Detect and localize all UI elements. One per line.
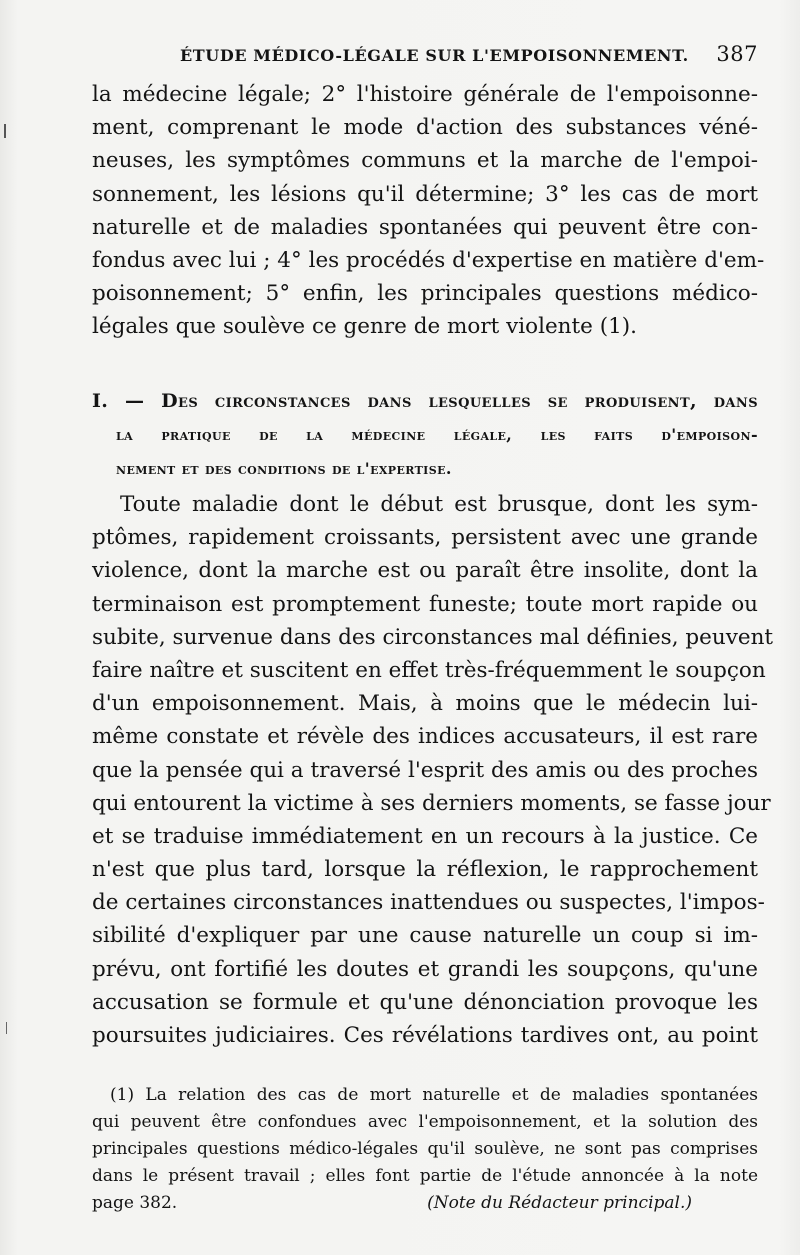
heading-line: nement et des conditions de l'expertise. [116, 459, 452, 478]
page-header [180, 42, 760, 74]
text-line: que la pensée qui a traversé l'esprit des amis ou des proches [92, 757, 758, 783]
footnote-line [92, 1190, 758, 1217]
page-number: 387 [716, 42, 758, 66]
text-line: neuses, les symptômes communs et la marche de l'empoi- [92, 148, 758, 174]
text-line: poisonnement; 5° enfin, les principales questions médico- [92, 281, 758, 307]
running-title: ÉTUDE MÉDICO-LÉGALE SUR L'EMPOISONNEMENT. [180, 46, 689, 65]
text-line: fondus avec lui ; 4° les procédés d'expertise en matière d'em- [92, 247, 765, 273]
intro-paragraph [92, 78, 765, 344]
text-line: subite, survenue dans des circonstances mal définies, peuvent [92, 624, 774, 650]
heading-line: la pratique de la médecine légale, les faits d'empoison- [116, 425, 758, 444]
text-line: qui entourent la victime à ses derniers moments, se fasse jour [92, 790, 771, 816]
text-line: d'un empoisonnement. Mais, à moins que le médecin lui- [92, 691, 758, 717]
text-line: ptômes, rapidement croissants, persistent avec une grande [92, 525, 758, 551]
heading-line: I. — Des circonstances dans lesquelles se produisent, dans [92, 390, 758, 412]
text-line: ment, comprenant le mode d'action des substances véné- [92, 115, 758, 141]
footnote-line: dans le présent travail ; elles font partie de l'étude annoncée à la note [92, 1166, 758, 1186]
text-line: accusation se formule et qu'une dénonciation provoque les [92, 989, 758, 1015]
text-line: et se traduise immédiatement en un recours à la justice. Ce [92, 823, 758, 849]
text-line: prévu, ont fortifié les doutes et grandi les soupçons, qu'une [92, 956, 758, 982]
text-line: violence, dont la marche est ou paraît être insolite, dont la [92, 558, 758, 584]
text-line: sonnement, les lésions qu'il détermine; 3° les cas de mort [92, 181, 758, 207]
text-line: même constate et révèle des indices accusateurs, il est rare [92, 724, 758, 750]
text-line: légales que soulève ce genre de mort violente (1). [92, 314, 638, 340]
section-heading [92, 384, 758, 486]
text-line: poursuites judiciaires. Ces révélations tardives ont, au point [92, 1023, 758, 1048]
text-line: faire naître et suscitent en effet très-fréquemment le soupçon [92, 657, 766, 683]
text-line: naturelle et de maladies spontanées qui peuvent être con- [92, 214, 758, 240]
footnote [92, 1082, 758, 1217]
footnote-line: principales questions médico-légales qu'il soulève, ne sont pas comprises [92, 1139, 758, 1159]
text-line: Toute maladie dont le début est brusque, dont les sym- [120, 492, 758, 517]
text-line: la médecine légale; 2° l'histoire générale de l'empoisonne- [92, 82, 758, 107]
margin-mark [6, 1022, 7, 1034]
footnote-line: qui peuvent être confondues avec l'empoisonnement, et la solution des [92, 1112, 758, 1132]
text-line: sibilité d'expliquer par une cause naturelle un coup si im- [92, 923, 758, 949]
text-line: de certaines circonstances inattendues ou suspectes, l'impos- [92, 890, 765, 916]
footnote-page-ref: page 382. [92, 1193, 178, 1213]
margin-mark [4, 124, 6, 138]
body-paragraph [92, 488, 774, 1052]
text-line: terminaison est promptement funeste; toute mort rapide ou [92, 591, 758, 617]
text-line: n'est que plus tard, lorsque la réflexion, le rapprochement [92, 857, 758, 883]
footnote-line: (1) La relation des cas de mort naturelle et de maladies spontanées [110, 1085, 758, 1105]
footnote-signature: (Note du Rédacteur principal.) [427, 1193, 692, 1213]
